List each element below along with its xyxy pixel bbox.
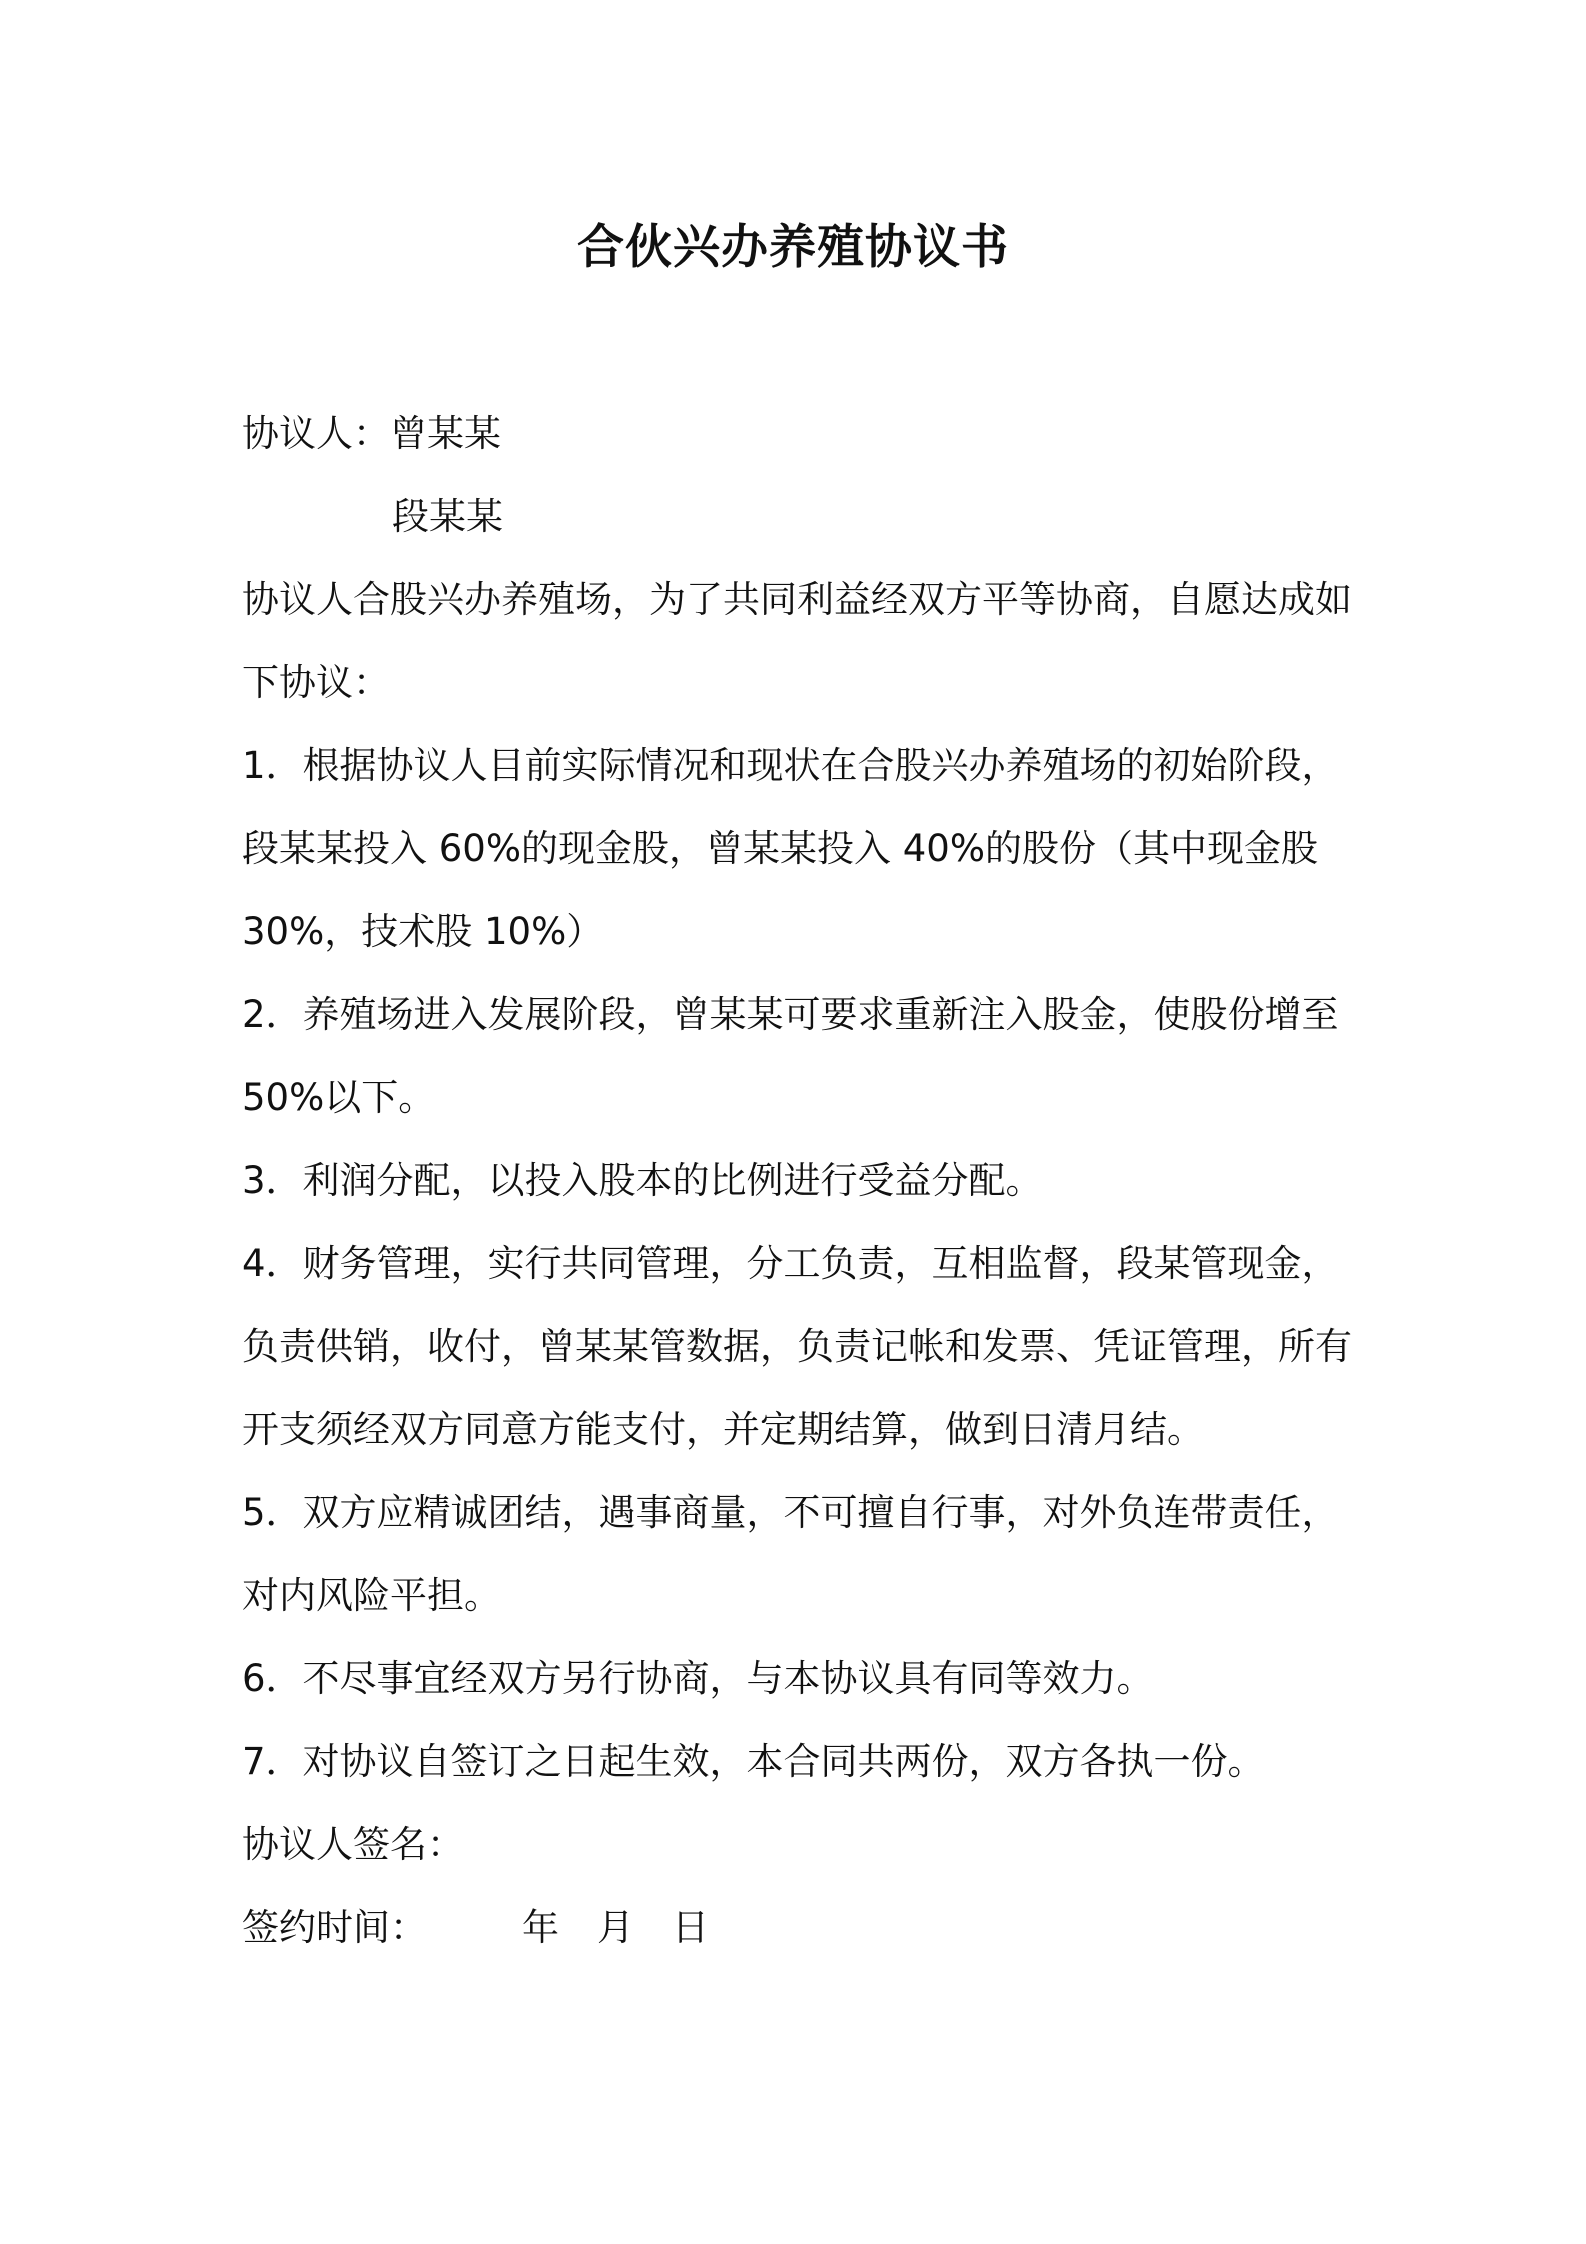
- clause-4-line: 开支须经双方同意方能支付，并定期结算，做到日清月结。: [242, 1408, 1204, 1451]
- clause-4-line: 负责供销，收付，曾某某管数据，负责记帐和发票、凭证管理，所有: [242, 1325, 1352, 1368]
- clause-7-line: 7．对协议自签订之日起生效，本合同共两份，双方各执一份。: [242, 1740, 1265, 1783]
- party-a-name: 曾某某: [390, 412, 501, 455]
- document-body: [242, 392, 1352, 1969]
- party-b-line: [242, 475, 1352, 558]
- parties-line: [242, 392, 1352, 475]
- clause-5-line: 对内风险平担。: [242, 1574, 501, 1617]
- clause-4-line: 4．财务管理，实行共同管理，分工负责，互相监督，段某管现金，: [242, 1242, 1339, 1285]
- clause-1-line: 段某某投入 60%的现金股，曾某某投入 40%的股份（其中现金股: [242, 827, 1318, 870]
- signature-line: 协议人签名：: [242, 1823, 464, 1866]
- preamble-line: 下协议：: [242, 661, 390, 704]
- clause-2-line: 2．养殖场进入发展阶段，曾某某可要求重新注入股金，使股份增至: [242, 993, 1339, 1036]
- date-day: 日: [672, 1906, 709, 1949]
- date-year: 年: [522, 1906, 559, 1949]
- clause-6-line: 6．不尽事宜经双方另行协商，与本协议具有同等效力。: [242, 1657, 1154, 1700]
- preamble-line: 协议人合股兴办养殖场，为了共同利益经双方平等协商，自愿达成如: [242, 578, 1352, 621]
- date-month: 月: [597, 1906, 634, 1949]
- clause-3-line: 3．利润分配，以投入股本的比例进行受益分配。: [242, 1159, 1043, 1202]
- date-label: 签约时间：: [242, 1906, 427, 1949]
- clause-2-line: 50%以下。: [242, 1076, 436, 1119]
- clause-1-line: 1．根据协议人目前实际情况和现状在合股兴办养殖场的初始阶段，: [242, 744, 1339, 787]
- clause-1-line: 30%，技术股 10%）: [242, 910, 604, 953]
- date-line: [242, 1886, 1352, 1969]
- party-b-name: 段某某: [392, 495, 503, 538]
- clause-5-line: 5．双方应精诚团结，遇事商量，不可擅自行事，对外负连带责任，: [242, 1491, 1339, 1534]
- parties-label: 协议人：: [242, 412, 390, 455]
- document-title: 合伙兴办养殖协议书: [577, 220, 1009, 275]
